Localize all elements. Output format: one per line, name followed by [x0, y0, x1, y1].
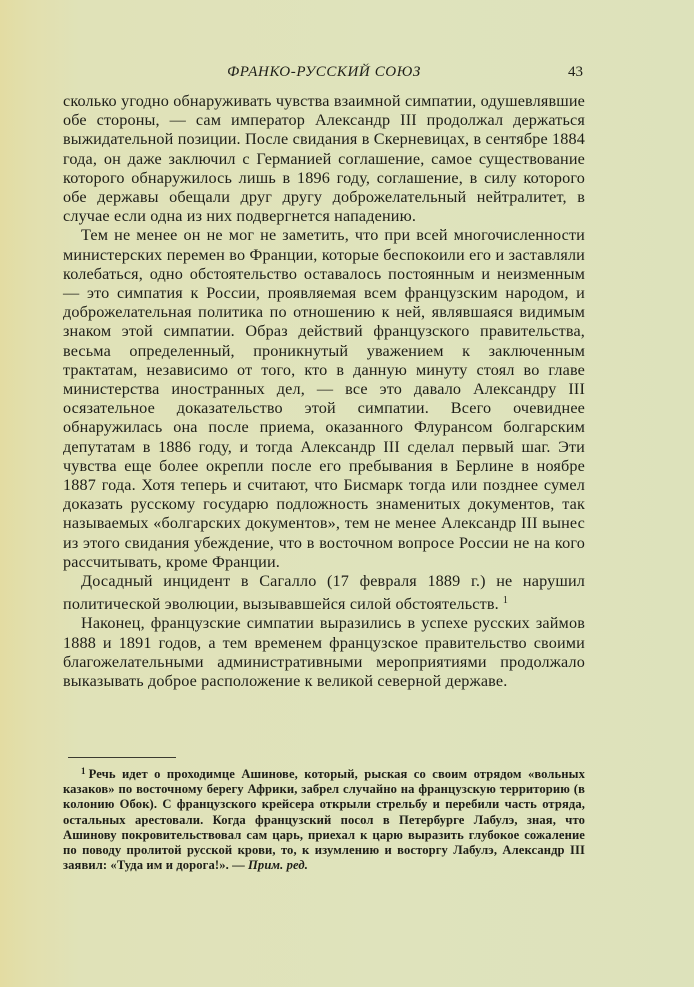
paragraph [63, 614, 585, 691]
running-title: ФРАНКО-РУССКИЙ СОЮЗ [227, 64, 421, 80]
footnote-mark: 1 [81, 766, 86, 776]
footnote-reference[interactable]: 1 [502, 595, 508, 607]
paragraph [63, 572, 585, 614]
body-text [63, 92, 585, 691]
footnote-text: Речь идет о проходимце Ашинове, который, рыская со своим отрядом «вольных казаков» по восточному берегу Африки, забрел случайно на французскую территорию (в колонию Обок). С французского крейсера открыли стрельбу и перебили часть отряда, остальных арестовали. Когда французский посол в Петербурге Лабулэ, зная, что Ашинову покровительствовал сам царь, приехал к царю выразить глубокое сожаление по поводу пролитой русской крови, то, к изумлению и восторгу Лабулэ, Александр III заявил: «Туда им и дорога!». — [63, 767, 585, 873]
footnote-divider [68, 757, 176, 758]
footnotes [63, 764, 585, 873]
paragraph-text: Тем не менее он не мог не заметить, что при всей многочисленности министерских перемен во Франции, которые беспокоили его и заставляли колебаться, одно обстоятельство оставалось постоянным и неизменным — это симпатия к России, проявляемая всем французским народом, и доброжелательная политика по отношению к ней, являвшаяся видимым знаком этой симпатии. Образ действий французского правительства, весьма определенный, проникнутый уважением к заключенным трактатам, независимо от того, кто в данную минуту стоял во главе министерства иностранных дел, — все это давало Александру III осязательное доказательство этой симпатии. Всего очевиднее обнаружилась она после приема, оказанного Флурансом болгарским депутатам в 1886 году, и тогда Александр III сделал первый шаг. Эти чувства еще более окрепли после его пребывания в Берлине в ноябре 1887 года. Хотя теперь и считают, что Бисмарк тогда или позднее сумел доказать русскому государю подложность знаменитых документов, так называемых «болгарских документов», тем не менее Александр III вынес из этого свидания убеждение, что в восточном вопросе России не на кого рассчитывать, кроме Франции. [63, 226, 585, 571]
paragraph-text: Досадный инцидент в Сагалло (17 февраля 1889 г.) не нарушил политической эволюции, вызывавшейся силой обстоятельств. [63, 572, 585, 614]
paragraph [63, 92, 585, 226]
running-head [63, 64, 585, 84]
paragraph-text: Наконец, французские симпатии выразились в успехе русских займов 1888 и 1891 годов, а тем временем французское правительство своими благожелательными административными мероприятиями продолжало выказывать доброе расположение к великой северной державе. [63, 614, 585, 691]
footnote [63, 764, 585, 873]
page-number: 43 [568, 64, 583, 80]
editor-note: Прим. ред. [248, 858, 309, 873]
paragraph-text: сколько угодно обнаруживать чувства взаимной симпатии, одушевлявшие обе стороны, — сам император Александр III продолжал держаться выжидательной позиции. После свидания в Скерневицах, в сентябре 1884 года, он даже заключил с Германией соглашение, самое существование которого обнаружилось лишь в 1896 году, соглашение, в силу которого обе державы обещали друг другу доброжелательный нейтралитет, в случае если одна из них подвергнется нападению. [63, 92, 585, 226]
paragraph [63, 226, 585, 572]
